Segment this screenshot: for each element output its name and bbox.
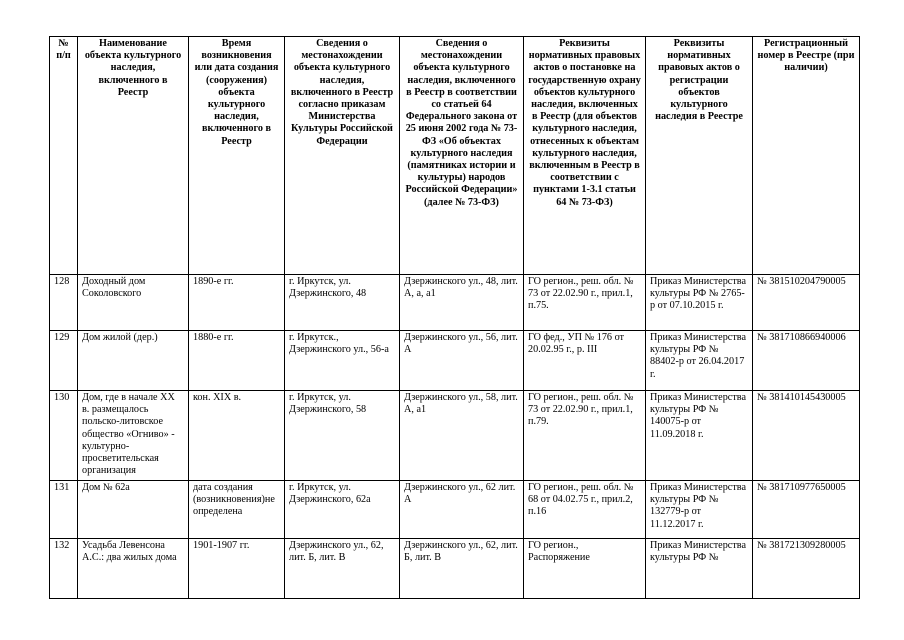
header-registration-acts: Реквизиты нормативных правовых актов о регистрации объектов культурного наследия в Реестре xyxy=(646,37,753,275)
cell-protection-acts: ГО регион., реш. обл. № 73 от 22.02.90 г., прил.1, п.79. xyxy=(524,391,646,481)
table-row xyxy=(50,391,860,481)
cell-location-law: Дзержинского ул., 62, лит. Б, лит. В xyxy=(400,539,524,599)
cell-location-law: Дзержинского ул., 48, лит. А, а, а1 xyxy=(400,275,524,331)
cell-creation-date: 1880-е гг. xyxy=(189,331,285,391)
cell-location-law: Дзержинского ул., 58, лит. А, а1 xyxy=(400,391,524,481)
header-registration-number: Регистрационный номер в Реестре (при наличии) xyxy=(753,37,860,275)
cell-registration-acts: Приказ Министерства культуры РФ № 132779-р от 11.12.2017 г. xyxy=(646,481,753,539)
cell-registration-number: № 381710977650005 xyxy=(753,481,860,539)
cell-object-name: Дом жилой (дер.) xyxy=(78,331,189,391)
cell-creation-date: 1890-е гг. xyxy=(189,275,285,331)
cell-location-ministry: Дзержинского ул., 62, лит. Б, лит. В xyxy=(285,539,400,599)
cell-location-law: Дзержинского ул., 56, лит. А xyxy=(400,331,524,391)
cell-object-name: Доходный дом Соколовского xyxy=(78,275,189,331)
cell-registration-acts: Приказ Министерства культуры РФ № 140075-р от 11.09.2018 г. xyxy=(646,391,753,481)
cell-object-name: Дом № 62а xyxy=(78,481,189,539)
cell-protection-acts: ГО регион., реш. обл. № 68 от 04.02.75 г., прил.2, п.16 xyxy=(524,481,646,539)
cell-registration-acts: Приказ Министерства культуры РФ № 2765-р от 07.10.2015 г. xyxy=(646,275,753,331)
table-row xyxy=(50,481,860,539)
cell-registration-acts: Приказ Министерства культуры РФ № 88402-р от 26.04.2017 г. xyxy=(646,331,753,391)
cell-location-ministry: г. Иркутск, ул. Дзержинского, 62а xyxy=(285,481,400,539)
cell-object-name: Дом, где в начале XX в. размещалось польско-литовское общество «Огниво» - культурно-просветительская организация xyxy=(78,391,189,481)
header-object-name: Наименование объекта культурного наследия, включенного в Реестр xyxy=(78,37,189,275)
cell-number: 130 xyxy=(50,391,78,481)
cell-number: 132 xyxy=(50,539,78,599)
cell-location-law: Дзержинского ул., 62 лит. А xyxy=(400,481,524,539)
header-location-law: Сведения о местонахождении объекта культурного наследия, включенного в Реестр в соответствии со статьей 64 Федерального закона от 25 июня 2002 года № 73-ФЗ «Об объектах культурного наследия (памятниках истории и культуры) народов Российской Федерации» (далее № 73-ФЗ) xyxy=(400,37,524,275)
cell-creation-date: 1901-1907 гг. xyxy=(189,539,285,599)
cell-registration-number: № 381721309280005 xyxy=(753,539,860,599)
header-protection-acts: Реквизиты нормативных правовых актов о постановке на государственную охрану объектов культурного наследия, включенных в Реестр (для объектов культурного наследия, отнесенных к объектам культурного наследия, включенным в Реестр в соответствии с пунктами 1-3.1 статьи 64 № 73-ФЗ) xyxy=(524,37,646,275)
header-location-ministry: Сведения о местонахождении объекта культурного наследия, включенного в Реестр согласно приказам Министерства Культуры Российской Федерации xyxy=(285,37,400,275)
cell-object-name: Усадьба Левенсона А.С.: два жилых дома xyxy=(78,539,189,599)
cell-location-ministry: г. Иркутск., Дзержинского ул., 56-а xyxy=(285,331,400,391)
cell-location-ministry: г. Иркутск, ул. Дзержинского, 58 xyxy=(285,391,400,481)
cell-registration-number: № 381710866940006 xyxy=(753,331,860,391)
cell-number: 131 xyxy=(50,481,78,539)
cell-registration-number: № 381410145430005 xyxy=(753,391,860,481)
table-header-row xyxy=(50,37,860,275)
cell-number: 129 xyxy=(50,331,78,391)
cell-creation-date: дата создания (возникновения)не определена xyxy=(189,481,285,539)
table-row xyxy=(50,331,860,391)
heritage-registry-table xyxy=(49,36,860,599)
document-page xyxy=(49,36,859,599)
cell-protection-acts: ГО фед., УП № 176 от 20.02.95 г., р. III xyxy=(524,331,646,391)
header-number: № п/п xyxy=(50,37,78,275)
cell-protection-acts: ГО регион., реш. обл. № 73 от 22.02.90 г., прил.1, п.75. xyxy=(524,275,646,331)
table-row xyxy=(50,275,860,331)
cell-registration-acts: Приказ Министерства культуры РФ № xyxy=(646,539,753,599)
cell-registration-number: № 381510204790005 xyxy=(753,275,860,331)
cell-number: 128 xyxy=(50,275,78,331)
cell-location-ministry: г. Иркутск, ул. Дзержинского, 48 xyxy=(285,275,400,331)
cell-protection-acts: ГО регион., Распоряжение xyxy=(524,539,646,599)
header-creation-date: Время возникновения или дата создания (сооружения) объекта культурного наследия, включенного в Реестр xyxy=(189,37,285,275)
table-row xyxy=(50,539,860,599)
cell-creation-date: кон. XIX в. xyxy=(189,391,285,481)
